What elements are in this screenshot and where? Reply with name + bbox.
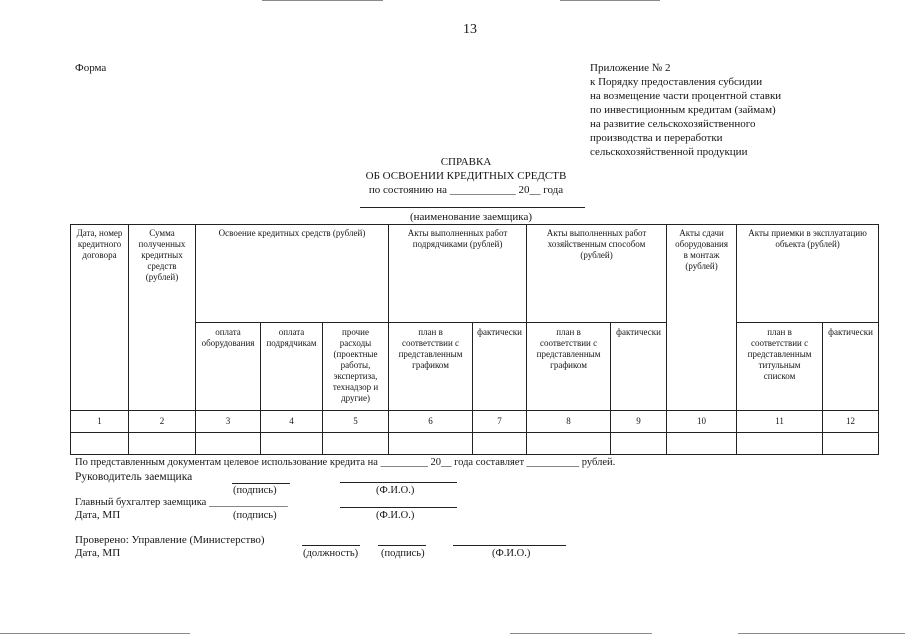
title-line-1: СПРАВКА: [440, 156, 492, 168]
page-number: 13: [463, 22, 477, 37]
column-number: 7: [473, 411, 527, 433]
column-number: 5: [323, 411, 389, 433]
column-number: 8: [527, 411, 611, 433]
head-label: Руководитель заемщика: [75, 471, 193, 483]
borrower-caption: (наименование заемщика): [409, 211, 533, 223]
header-contractor-acts: Акты выполненных работ подрядчиками (рублей): [389, 225, 527, 323]
usage-statement: По представленным документам целевое использование кредита на _________ 20__ года составляет __________ рублей.: [75, 457, 616, 468]
header-contract: Дата, номер кредитного договора: [71, 225, 129, 411]
accountant-label: Главный бухгалтер заемщика _______________: [75, 497, 288, 508]
accountant-name-line: [340, 507, 457, 508]
appendix-line: по инвестиционным кредитам (займам): [590, 104, 776, 116]
header-contractor-payment: оплата подрядчикам: [261, 323, 323, 411]
header-equipment-payment: оплата оборудования: [196, 323, 261, 411]
verified-name-caption: (Ф.И.О.): [492, 548, 531, 559]
verified-signature-caption: (подпись): [381, 548, 425, 559]
document-title: [296, 155, 636, 197]
accountant-name-caption: (Ф.И.О.): [376, 510, 415, 521]
appendix-line: на развитие сельскохозяйственного: [590, 118, 756, 130]
appendix-line: сельскохозяйственной продукции: [590, 146, 748, 158]
empty-cell: [823, 433, 879, 455]
scan-edge-line-top-left: [262, 0, 383, 1]
verified-label: Проверено: Управление (Министерство): [75, 534, 265, 546]
empty-cell: [737, 433, 823, 455]
date-line: по состоянию на ____________ 20__ года: [368, 184, 564, 196]
borrower-name-line: [360, 207, 585, 208]
column-number: 4: [261, 411, 323, 433]
header-acceptance-plan: план в соответствии с представленным титульным списком: [737, 323, 823, 411]
empty-cell: [611, 433, 667, 455]
empty-cell: [389, 433, 473, 455]
header-acceptance-actual: фактически: [823, 323, 879, 411]
column-number: 1: [71, 411, 129, 433]
column-number: 3: [196, 411, 261, 433]
verified-date-label: Дата, МП: [75, 547, 121, 559]
header-in-house-actual: фактически: [611, 323, 667, 411]
scan-edge-line-bottom-middle: [510, 633, 652, 634]
header-other-expenses: прочие расходы (проектные работы, экспертиза, технадзор и другие): [323, 323, 389, 411]
column-number: 2: [129, 411, 196, 433]
empty-cell: [129, 433, 196, 455]
head-signature-caption: (подпись): [233, 485, 277, 496]
column-number-row: [71, 411, 879, 433]
verified-signature-line: [378, 545, 426, 546]
scan-edge-line-top-right: [560, 0, 660, 1]
header-credit-amount: Сумма полученных кредитных средств (рублей): [129, 225, 196, 411]
header-contractor-actual: фактически: [473, 323, 527, 411]
header-in-house-acts: Акты выполненных работ хозяйственным способом (рублей): [527, 225, 667, 323]
column-number: 6: [389, 411, 473, 433]
position-caption: (должность): [303, 548, 359, 559]
column-number: 11: [737, 411, 823, 433]
position-line: [302, 545, 360, 546]
empty-cell: [196, 433, 261, 455]
appendix-line: Приложение № 2: [590, 62, 671, 74]
appendix-line: производства и переработки: [590, 132, 723, 144]
empty-cell: [667, 433, 737, 455]
empty-cell: [71, 433, 129, 455]
header-in-house-plan: план в соответствии с представленным графиком: [527, 323, 611, 411]
header-row-1: [71, 225, 879, 323]
head-name-line: [340, 482, 457, 483]
column-number: 10: [667, 411, 737, 433]
header-acceptance-acts: Акты приемки в эксплуатацию объекта (рублей): [737, 225, 879, 323]
empty-cell: [473, 433, 527, 455]
accountant-signature-caption: (подпись): [233, 510, 277, 521]
appendix-line: на возмещение части процентной ставки: [590, 90, 782, 102]
empty-data-row: [71, 433, 879, 455]
accountant-date-label: Дата, МП: [75, 509, 121, 521]
head-name-caption: (Ф.И.О.): [376, 485, 415, 496]
empty-cell: [261, 433, 323, 455]
appendix-block: [590, 61, 781, 159]
column-number: 9: [611, 411, 667, 433]
form-label: Форма: [75, 62, 107, 74]
credit-usage-table: [70, 224, 879, 455]
title-line-2: ОБ ОСВОЕНИИ КРЕДИТНЫХ СРЕДСТВ: [365, 170, 567, 182]
appendix-line: к Порядку предоставления субсидии: [590, 76, 763, 88]
header-installation-acts: Акты сдачи оборудования в монтаж (рублей): [667, 225, 737, 411]
scan-edge-line-bottom-left: [0, 633, 190, 634]
empty-cell: [527, 433, 611, 455]
verified-name-line: [453, 545, 566, 546]
header-credit-usage: Освоение кредитных средств (рублей): [196, 225, 389, 323]
scan-edge-line-bottom-right: [738, 633, 905, 634]
column-number: 12: [823, 411, 879, 433]
empty-cell: [323, 433, 389, 455]
header-contractor-plan: план в соответствии с представленным графиком: [389, 323, 473, 411]
